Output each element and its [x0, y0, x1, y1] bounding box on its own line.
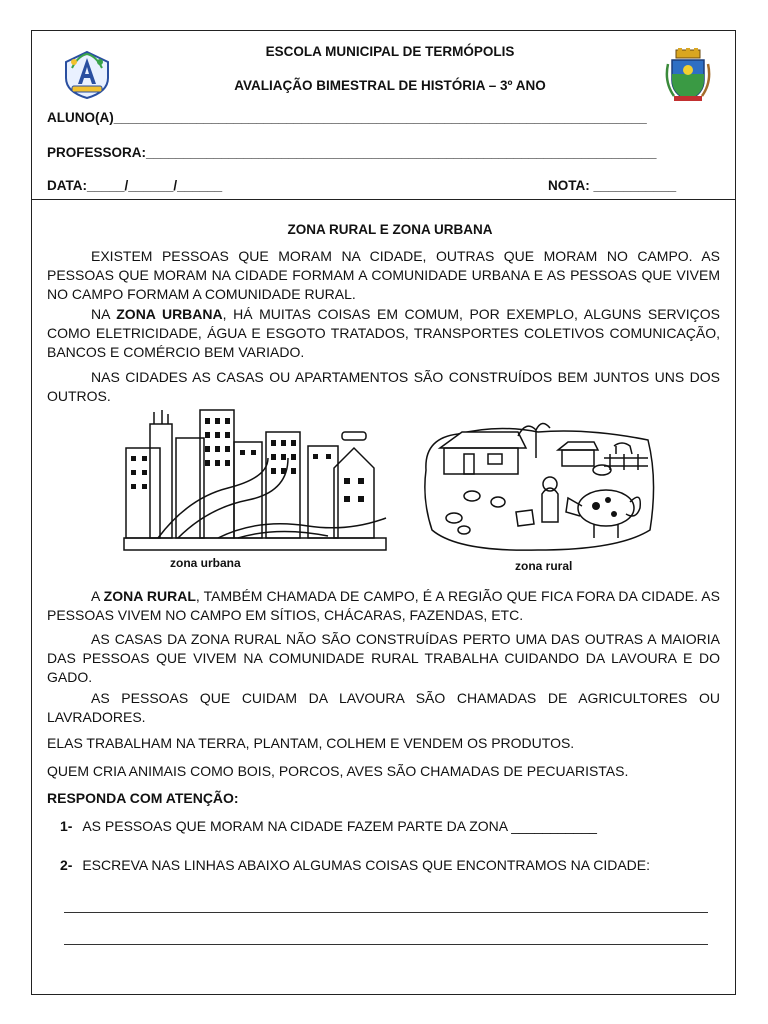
paragraph-4-bold: ZONA RURAL — [103, 588, 196, 604]
teacher-name-field[interactable]: PROFESSORA:____________________________________________________________________ — [47, 145, 657, 160]
paragraph-4 — [47, 587, 720, 625]
municipal-coat-of-arms-icon — [664, 48, 712, 104]
paragraph-6-text: AS PESSOAS QUE CUIDAM DA LAVOURA SÃO CHAMADAS DE AGRICULTORES OU LAVRADORES. — [47, 690, 720, 725]
paragraph-3-text: NAS CIDADES AS CASAS OU APARTAMENTOS SÃO CONSTRUÍDOS BEM JUNTOS UNS DOS OUTROS. — [47, 369, 720, 404]
date-field[interactable]: DATA:_____/______/______ — [47, 178, 223, 193]
question-2 — [60, 857, 650, 873]
urban-caption: zona urbana — [170, 556, 241, 570]
paragraph-1-text: EXISTEM PESSOAS QUE MORAM NA CIDADE, OUTRAS QUE MORAM NO CAMPO. AS PESSOAS QUE MORAM NA CIDADE FORMAM A COMUNIDADE URBANA E AS PESSOAS QUE VIVEM NO CAMPO FORMAM A COMUNIDADE RURAL. — [47, 248, 720, 302]
paragraph-5 — [47, 630, 720, 687]
paragraph-4-text: , TAMBÉM CHAMADA DE CAMPO, É A REGIÃO QUE FICA FORA DA CIDADE. AS PESSOAS VIVEM NO CAMPO EM SÍTIOS, CHÁCARAS, FAZENDAS, ETC. — [47, 588, 720, 623]
question-1-text[interactable]: AS PESSOAS QUE MORAM NA CIDADE FAZEM PARTE DA ZONA ___________ — [82, 818, 597, 834]
grade-field[interactable]: NOTA: ___________ — [548, 178, 677, 193]
paragraph-8: QUEM CRIA ANIMAIS COMO BOIS, PORCOS, AVES SÃO CHAMADAS DE PECUARISTAS. — [47, 763, 629, 779]
paragraph-3 — [47, 368, 720, 406]
lesson-title: ZONA RURAL E ZONA URBANA — [287, 222, 493, 237]
answer-line-2[interactable] — [64, 944, 708, 945]
paragraph-4-prefix: A — [91, 588, 104, 604]
rural-caption: zona rural — [515, 559, 573, 573]
paragraph-5-text: AS CASAS DA ZONA RURAL NÃO SÃO CONSTRUÍDAS PERTO UMA DAS OUTRAS A MAIORIA DAS PESSOAS QUE VIVEM NA COMUNIDADE RURAL TRABALHA CUIDANDO DA LAVOURA E DO GADO. — [47, 631, 720, 685]
question-2-number: 2- — [60, 857, 73, 873]
school-name: ESCOLA MUNICIPAL DE TERMÓPOLIS — [265, 44, 515, 59]
paragraph-2-bold: ZONA URBANA — [116, 306, 223, 322]
exam-title: AVALIAÇÃO BIMESTRAL DE HISTÓRIA – 3º ANO — [234, 78, 546, 93]
questions-heading: RESPONDA COM ATENÇÃO: — [47, 790, 239, 806]
question-1-number: 1- — [60, 818, 73, 834]
paragraph-6 — [47, 689, 720, 727]
paragraph-1 — [47, 247, 720, 304]
city-drawing — [118, 408, 392, 561]
question-1 — [60, 818, 597, 834]
paragraph-2-text: , HÁ MUITAS COISAS EM COMUM, POR EXEMPLO, ALGUNS SERVIÇOS COMO ELETRICIDADE, ÁGUA E ESGOTO TRATADOS, TRANSPORTES COLETIVOS COMUNICAÇÃO, BANCOS E COMÉRCIO BEM VARIADO. — [47, 306, 720, 360]
answer-line-1[interactable] — [64, 912, 708, 913]
student-name-field[interactable]: ALUNO(A)_______________________________________________________________________ — [47, 110, 647, 125]
paragraph-2-prefix: NA — [91, 306, 117, 322]
header-divider — [31, 199, 736, 200]
school-crest-icon — [58, 48, 116, 100]
paragraph-2 — [47, 305, 720, 362]
paragraph-7: ELAS TRABALHAM NA TERRA, PLANTAM, COLHEM E VENDEM OS PRODUTOS. — [47, 735, 575, 751]
question-2-text: ESCREVA NAS LINHAS ABAIXO ALGUMAS COISAS QUE ENCONTRAMOS NA CIDADE: — [82, 857, 651, 873]
farm-drawing — [418, 410, 658, 563]
